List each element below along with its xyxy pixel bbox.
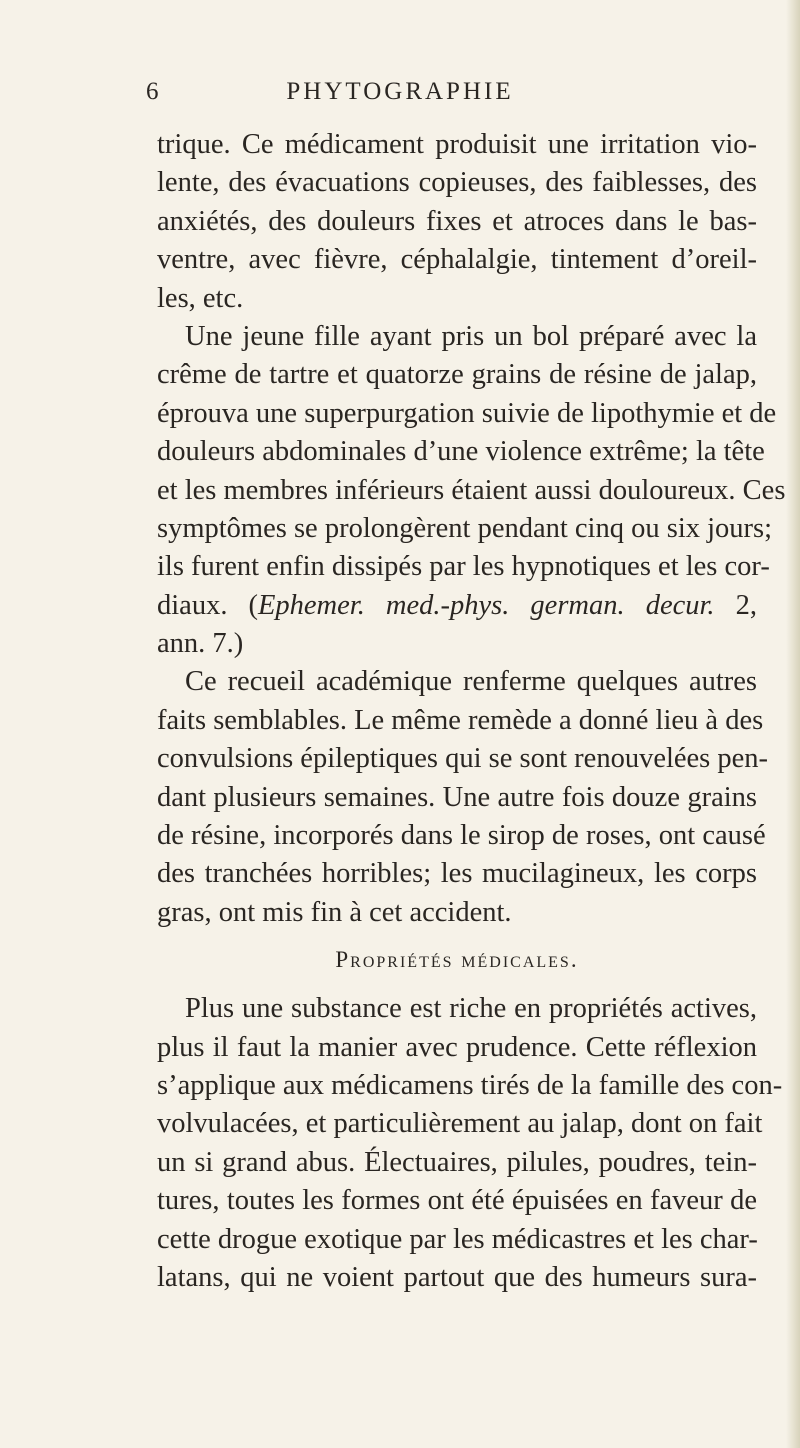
text-line: Une jeune fille ayant pris un bol préparé avec la <box>185 320 757 352</box>
text-line: ils furent enfin dissipés par les hypnotiques et les cor- <box>157 551 770 583</box>
page-header <box>0 78 800 118</box>
text-line: tures, toutes les formes ont été épuisées en faveur de <box>157 1185 757 1217</box>
page-edge-shadow <box>786 0 800 1448</box>
text-line: symptômes se prolongèrent pendant cinq ou six jours; <box>157 512 773 544</box>
text-line: trique. Ce médicament produisit une irritation vio- <box>157 129 757 160</box>
text-line: éprouva une superpurgation suivie de lipothymie et de <box>157 397 777 429</box>
text-line: douleurs abdominales d’une violence extrême; la tête <box>157 436 765 468</box>
text-line: de résine, incorporés dans le sirop de roses, ont causé <box>157 820 766 852</box>
text-line: gras, ont mis fin à cet accident. <box>157 896 512 928</box>
text-line: dant plusieurs semaines. Une autre fois douze grains <box>157 781 757 813</box>
text-line: convulsions épileptiques qui se sont renouvelées pen- <box>157 743 769 775</box>
text-line: plus il faut la manier avec prudence. Cette réflexion <box>157 1031 757 1063</box>
text-line: un si grand abus. Électuaires, pilules, poudres, tein- <box>157 1146 757 1178</box>
text-line: s’applique aux médicamens tirés de la famille des con- <box>157 1069 783 1101</box>
text-line: latans, qui ne voient partout que des humeurs sura- <box>157 1261 757 1293</box>
text-line: ventre, avec fièvre, céphalalgie, tintement d’oreil- <box>157 244 757 276</box>
citation-line <box>157 587 757 625</box>
running-title: PHYTOGRAPHIE <box>286 78 514 105</box>
text-line: des tranchées horribles; les mucilagineux, les corps <box>157 858 757 890</box>
text-line: faits semblables. Le même remède a donné lieu à des <box>157 704 764 736</box>
text-line: les, etc. <box>157 282 244 314</box>
section-heading: Propriétés médicales. <box>335 947 579 973</box>
text-line: lente, des évacuations copieuses, des faiblesses, des <box>157 167 757 199</box>
text-line: crême de tartre et quatorze grains de résine de jalap, <box>157 359 757 391</box>
text-line: cette drogue exotique par les médicastres et les char- <box>157 1223 758 1255</box>
text-line: Plus une substance est riche en propriétés actives, <box>185 993 757 1025</box>
body-text <box>157 126 786 1297</box>
text-line: Ce recueil académique renferme quelques autres <box>185 666 757 698</box>
citation-prefix: diaux. ( <box>157 589 258 621</box>
text-line: anxiétés, des douleurs fixes et atroces dans le bas- <box>157 205 757 237</box>
page-number: 6 <box>146 78 159 105</box>
text-line: volvulacées, et particulièrement au jalap, dont on fait <box>157 1108 763 1140</box>
citation-line: ann. 7.) <box>157 628 244 660</box>
citation-source: Ephemer. med.-phys. german. decur. <box>258 589 715 621</box>
text-line: et les membres inférieurs étaient aussi douloureux. Ces <box>157 474 786 506</box>
citation-suffix: 2, <box>714 589 757 621</box>
